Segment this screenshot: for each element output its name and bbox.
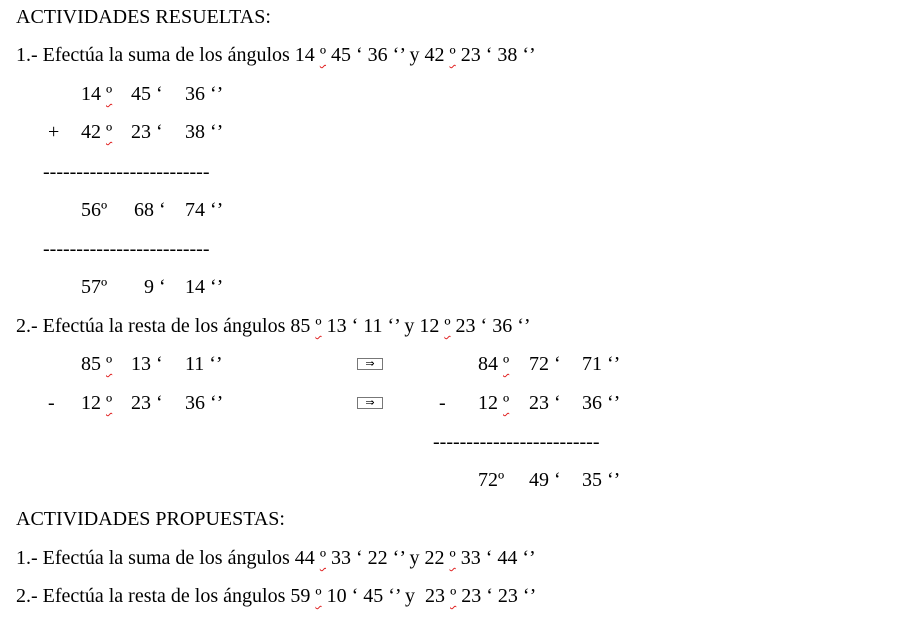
q2-degree-symbol-2: º [444,315,451,337]
q1-mid: 45 ‘ 36 ‘’ y 42 [326,44,450,66]
q2-degree-symbol-1: º [315,315,322,337]
pq1-mid: 33 ‘ 22 ‘’ y 22 [326,547,450,569]
resueltas-q2-statement [16,314,531,338]
section-title-propuestas: ACTIVIDADES PROPUESTAS: [16,508,285,530]
q2-result-minutes: 49 ‘ [529,469,561,491]
q2-left-minus-operator: - [48,392,55,414]
q2-left-row2-degrees: 12 º [81,392,113,414]
q1-row3-degrees: 56º [81,199,108,221]
q1-tail: 23 ‘ 38 ‘’ [455,44,536,66]
q1-row3-seconds: 74 ‘’ [185,199,224,221]
q2-mid: 13 ‘ 11 ‘’ y 12 [321,315,445,337]
pq1-degree-symbol-2: º [449,547,456,569]
q2-right-row2-seconds: 36 ‘’ [582,392,621,414]
resueltas-q1-statement [16,43,536,67]
q2-prefix: 2.- Efectúa la resta de los ángulos 85 [16,315,316,337]
section-title-resueltas: ACTIVIDADES RESUELTAS: [16,6,271,28]
pq2-mid: 10 ‘ 45 ‘’ y 23 [321,585,451,607]
q2-left-row2-minutes: 23 ‘ [131,392,163,414]
q1-divider-1: ------------------------- [43,161,210,183]
q1-row1-seconds: 36 ‘’ [185,83,224,105]
pq1-prefix: 1.- Efectúa la suma de los ángulos 44 [16,547,320,569]
q2-left-row1-seconds: 11 ‘’ [185,353,223,375]
q2-left-row1-minutes: 13 ‘ [131,353,163,375]
q1-row4-seconds: 14 ‘’ [185,276,224,298]
q1-prefix: 1.- Efectúa la suma de los ángulos 14 [16,44,320,66]
q2-right-row2-degrees: 12 º [478,392,510,414]
pq1-degree-symbol-1: º [319,547,327,569]
q1-row3-minutes: 68 ‘ [134,199,166,221]
q1-row1-minutes: 45 ‘ [131,83,163,105]
q1-divider-2: ------------------------- [43,238,210,260]
q1-row1-degrees: 14 º [81,83,113,105]
implies-arrow-icon: ⇒ [357,397,383,409]
pq2-prefix: 2.- Efectúa la resta de los ángulos 59 [16,585,316,607]
q1-row2-seconds: 38 ‘’ [185,121,224,143]
q2-result-degrees: 72º [478,469,505,491]
q1-row4-degrees: 57º [81,276,108,298]
q2-right-row1-degrees: 84 º [478,353,510,375]
q1-plus-operator: + [48,121,60,143]
pq2-degree-symbol-2: º [450,585,457,607]
q2-right-row1-minutes: 72 ‘ [529,353,561,375]
q2-left-row2-seconds: 36 ‘’ [185,392,224,414]
q1-row4-minutes: 9 ‘ [144,276,166,298]
propuestas-q1-statement [16,546,536,570]
q1-degree-symbol-2: º [449,44,456,66]
q2-right-minus-operator: - [439,392,446,414]
q1-degree-symbol-1: º [319,44,327,66]
q2-result-seconds: 35 ‘’ [582,469,621,491]
q1-row2-minutes: 23 ‘ [131,121,163,143]
q2-divider: ------------------------- [433,431,600,453]
q1-row2-degrees: 42 º [81,121,113,143]
pq1-tail: 33 ‘ 44 ‘’ [455,547,536,569]
implies-arrow-icon: ⇒ [357,358,383,370]
pq2-tail: 23 ‘ 23 ‘’ [456,585,537,607]
q2-right-row2-minutes: 23 ‘ [529,392,561,414]
q2-left-row1-degrees: 85 º [81,353,113,375]
propuestas-q2-statement [16,584,536,608]
pq2-degree-symbol-1: º [315,585,322,607]
q2-right-row1-seconds: 71 ‘’ [582,353,621,375]
q2-tail: 23 ‘ 36 ‘’ [450,315,531,337]
